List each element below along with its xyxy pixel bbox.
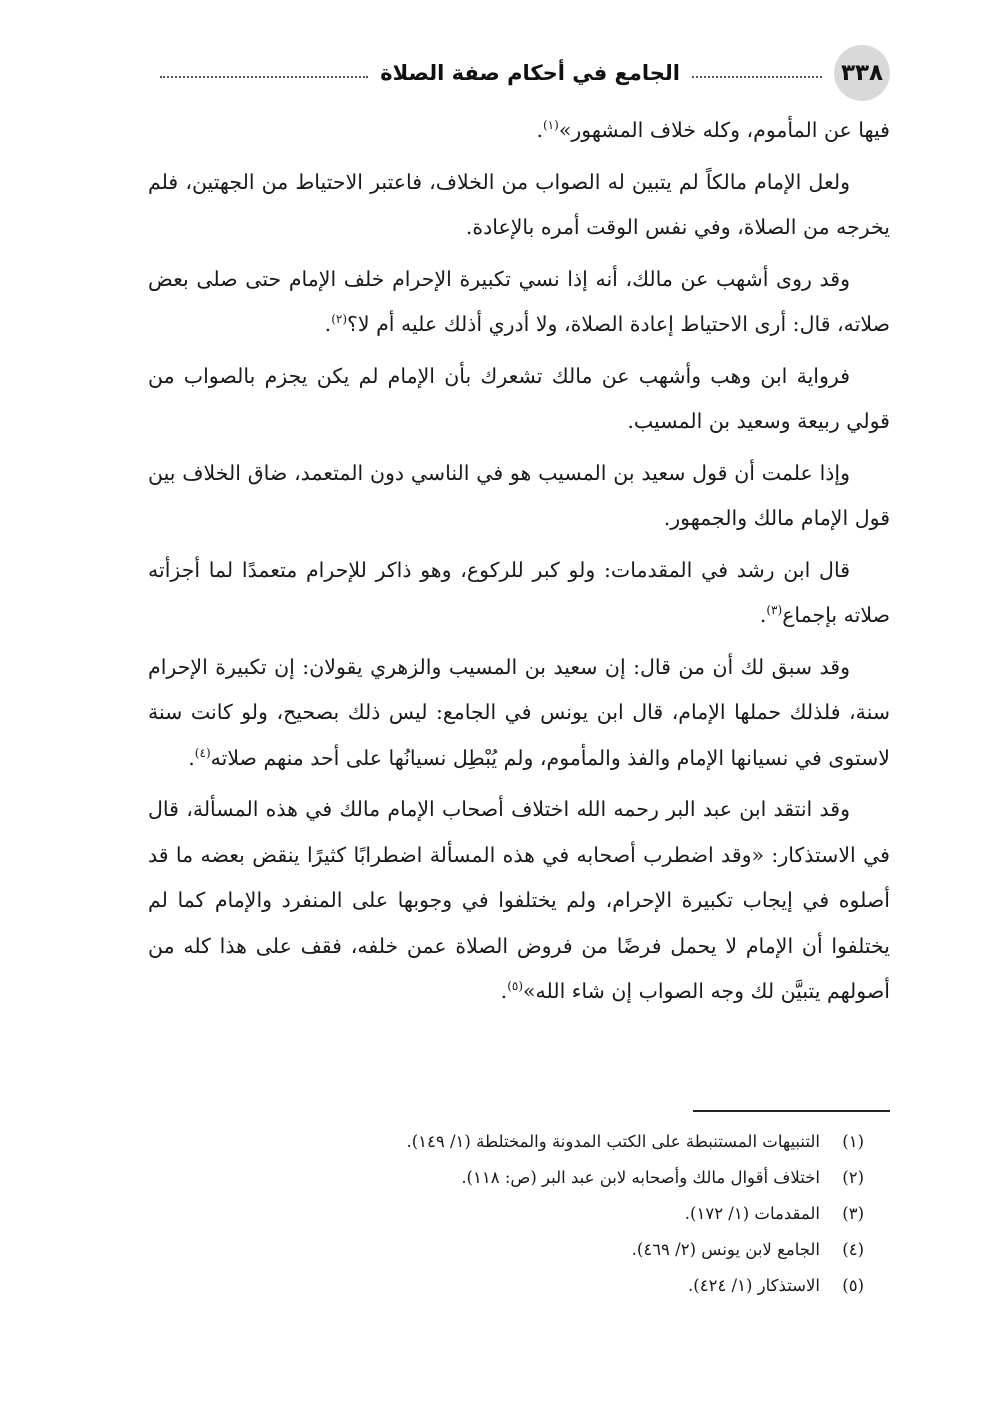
footnote-text: الاستذكار (١/ ٤٢٤). bbox=[688, 1276, 820, 1295]
footnote-ref: (٢) bbox=[331, 312, 348, 327]
paragraph-end: . bbox=[324, 312, 332, 336]
footnote-text: اختلاف أقوال مالك وأصحابه لابن عبد البر (ص: ١١٨). bbox=[461, 1168, 820, 1187]
paragraph bbox=[148, 548, 890, 639]
paragraph bbox=[148, 787, 890, 1015]
paragraph-text: ولعل الإمام مالكاً لم يتبين له الصواب من الخلاف، فاعتبر الاحتياط من الجهتين، فلم يخرجه من الصلاة، وفي نفس الوقت أمره بالإعادة. bbox=[148, 169, 890, 239]
paragraph-end: . bbox=[188, 745, 195, 770]
footnote bbox=[148, 1160, 864, 1196]
paragraph-text: قال ابن رشد في المقدمات: ولو كبر للركوع، وهو ذاكر للإحرام متعمدًا لما أجزأته صلاته بإجماع bbox=[148, 557, 890, 627]
footnote-text: المقدمات (١/ ١٧٢). bbox=[684, 1204, 820, 1223]
paragraph-end: . bbox=[536, 118, 543, 142]
paragraph bbox=[148, 354, 890, 445]
header-dots-left bbox=[160, 76, 368, 78]
footnotes bbox=[148, 1124, 890, 1304]
footnote-separator bbox=[693, 1110, 890, 1112]
footnote bbox=[148, 1232, 864, 1268]
paragraph bbox=[148, 108, 890, 154]
paragraph bbox=[148, 160, 890, 251]
footnote-text: التنبيهات المستنبطة على الكتب المدونة والمختلطة (١/ ١٤٩). bbox=[406, 1132, 820, 1151]
paragraph-text: وقد روى أشهب عن مالك، أنه إذا نسي تكبيرة الإحرام خلف الإمام حتى صلى بعض صلاته، قال: أرى الاحتياط إعادة الصلاة، ولا أدري أذلك عليه أم لا؟ bbox=[148, 266, 890, 336]
footnote-number: (٥) bbox=[842, 1276, 864, 1295]
paragraph-text: فيها عن المأموم، وكله خلاف المشهور» bbox=[558, 118, 890, 142]
paragraph-text: وقد سبق لك أن من قال: إن سعيد بن المسيب والزهري يقولان: إن تكبيرة الإحرام سنة، فلذلك حملها الإمام، قال ابن يونس في الجامع: ليس ذلك بصحيح، ولو كانت سنة لاستوى في نسيانها الإمام والفذ والمأموم، ولم يُبْطِل نسيانُها على أحد منهم صلاته bbox=[148, 654, 890, 770]
paragraph-text: فرواية ابن وهب وأشهب عن مالك تشعرك بأن الإمام لم يكن يجزم بالصواب من قولي ربيعة وسعيد بن المسيب. bbox=[148, 363, 890, 433]
paragraph bbox=[148, 645, 890, 782]
footnote-ref: (٥) bbox=[507, 979, 524, 994]
paragraph-end: . bbox=[759, 603, 767, 627]
running-title: الجامع في أحكام صفة الصلاة bbox=[380, 61, 680, 85]
footnote-number: (٣) bbox=[842, 1204, 864, 1223]
footnote-ref: (١) bbox=[542, 118, 559, 133]
paragraph bbox=[148, 257, 890, 348]
footnote bbox=[148, 1196, 864, 1232]
footnote-text: الجامع لابن يونس (٢/ ٤٦٩). bbox=[631, 1240, 820, 1259]
footnote-number: (٢) bbox=[842, 1168, 864, 1187]
paragraph-text: وقد انتقد ابن عبد البر رحمه الله اختلاف أصحاب الإمام مالك في هذه المسألة، قال في الاستذكار: «وقد اضطرب أصحابه في هذه المسألة اضطرابًا كثيرًا ينقض بعضه ما قد أصلوه في إيجاب تكبيرة الإحرام، ولم يختلفوا في وجوبها على المنفرد والإمام كما لم يختلفوا أن الإمام لا يحمل فرضًا من فروض الصلاة عمن خلفه، فقف على هذا كله من أصولهم يتبيَّن لك وجه الصواب إن شاء الله» bbox=[148, 797, 890, 1003]
footnote-ref: (٤) bbox=[194, 745, 211, 760]
paragraph bbox=[148, 451, 890, 542]
paragraph-end: . bbox=[500, 979, 508, 1003]
footnote-ref: (٣) bbox=[766, 603, 783, 618]
footnote bbox=[148, 1124, 864, 1160]
footnote-number: (٤) bbox=[842, 1240, 864, 1259]
page-header bbox=[148, 44, 890, 102]
page-number: ٣٣٨ bbox=[834, 45, 890, 101]
paragraph-text: وإذا علمت أن قول سعيد بن المسيب هو في الناسي دون المتعمد، ضاق الخلاف بين قول الإمام مالك والجمهور. bbox=[148, 460, 890, 530]
footnote-number: (١) bbox=[842, 1132, 864, 1151]
footnote bbox=[148, 1268, 864, 1304]
main-text bbox=[148, 108, 890, 1021]
header-dots-right bbox=[692, 76, 822, 78]
